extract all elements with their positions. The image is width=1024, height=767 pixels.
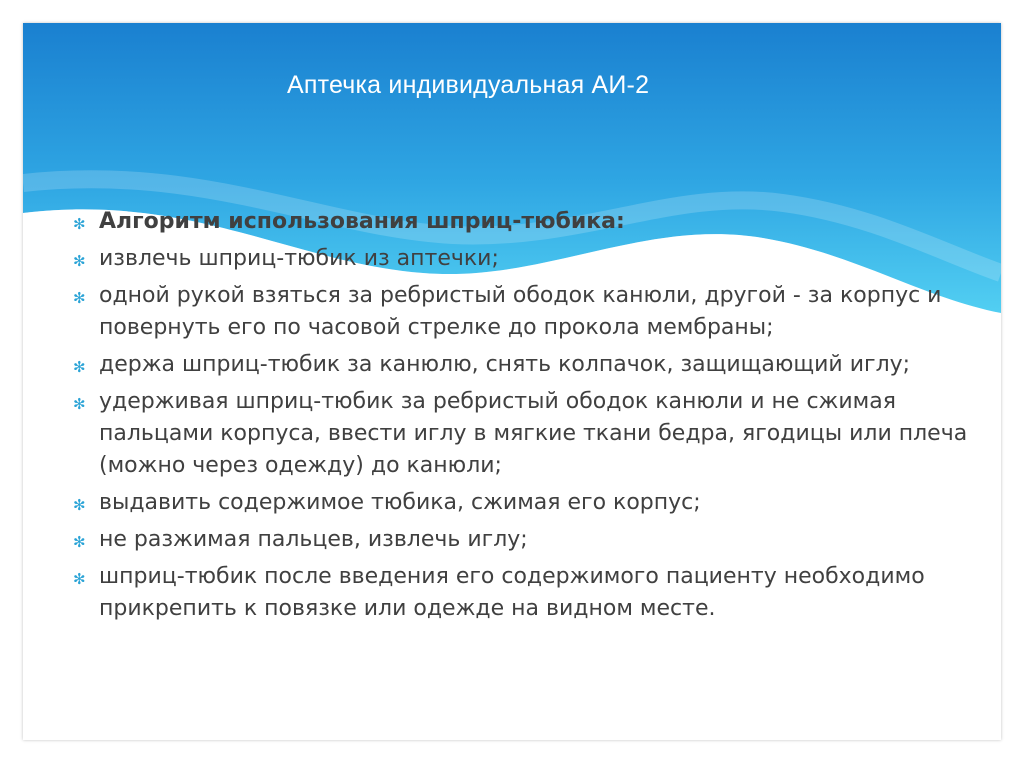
bullet-text: выдавить содержимое тюбика, сжимая его корпус; xyxy=(99,490,701,515)
bullet-text: не разжимая пальцев, извлечь иглу; xyxy=(99,527,528,552)
bullet-marker-icon: ✻ xyxy=(73,358,86,376)
bullet-item xyxy=(73,280,973,344)
bullet-item xyxy=(73,524,973,556)
bullet-item xyxy=(73,349,973,381)
bullet-text: Алгоритм использования шприц-тюбика: xyxy=(99,209,625,234)
bullet-marker-icon: ✻ xyxy=(73,252,86,270)
bullet-text: удерживая шприц-тюбик за ребристый ободок канюли и не сжимая пальцами корпуса, ввести иглу в мягкие ткани бедра, ягодицы или плеча (можно через одежду) до канюли; xyxy=(99,389,968,478)
bullet-text: одной рукой взяться за ребристый ободок канюли, другой - за корпус и повернуть его по часовой стрелке до прокола мембраны; xyxy=(99,283,942,340)
bullet-item xyxy=(73,243,973,275)
bullet-marker-icon: ✻ xyxy=(73,533,86,551)
bullet-item xyxy=(73,386,973,482)
bullet-marker-icon: ✻ xyxy=(73,570,86,588)
bullet-text: держа шприц-тюбик за канюлю, снять колпачок, защищающий иглу; xyxy=(99,352,911,377)
bullet-text: извлечь шприц-тюбик из аптечки; xyxy=(99,246,499,271)
bullet-marker-icon: ✻ xyxy=(73,289,86,307)
bullet-marker-icon: ✻ xyxy=(73,496,86,514)
bullet-text: шприц-тюбик после введения его содержимого пациенту необходимо прикрепить к повязке или одежде на видном месте. xyxy=(99,564,925,621)
bullet-item xyxy=(73,206,973,238)
slide-title: Аптечка индивидуальная АИ-2 xyxy=(287,71,650,99)
bullet-item xyxy=(73,487,973,519)
bullet-item xyxy=(73,561,973,625)
slide xyxy=(23,23,1001,740)
bullet-marker-icon: ✻ xyxy=(73,395,86,413)
bullet-list xyxy=(73,206,973,630)
bullet-marker-icon: ✻ xyxy=(73,215,86,233)
